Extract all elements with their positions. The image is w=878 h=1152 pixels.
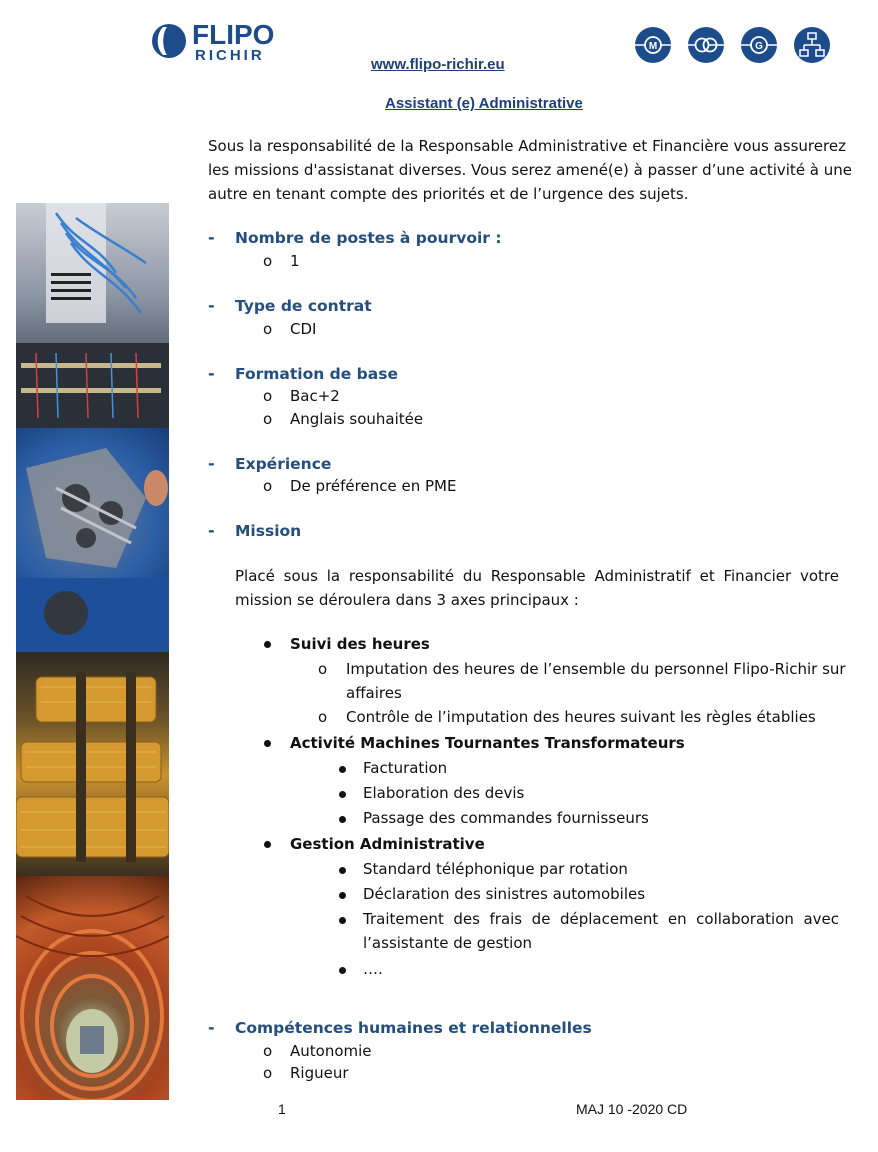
- axis-heading-suivi: Suivi des heures: [290, 635, 430, 653]
- photo-engine-part: [16, 428, 169, 652]
- formation-item: Anglais souhaitée: [290, 410, 424, 428]
- machines-item: Facturation: [363, 759, 448, 777]
- circle-bullet: o: [263, 1042, 273, 1060]
- suivi-item-1-line-2: affaires: [346, 684, 402, 702]
- bullet-dot: [264, 841, 271, 848]
- machines-item: Elaboration des devis: [363, 784, 525, 802]
- section-dash: -: [208, 364, 215, 383]
- competence-item: Autonomie: [290, 1042, 372, 1060]
- intro-paragraph: [208, 134, 853, 206]
- section-dash: -: [208, 1018, 215, 1037]
- gestion-item-1: Standard téléphonique par rotation: [363, 860, 628, 878]
- bullet-dot: [264, 740, 271, 747]
- circle-bullet: o: [318, 708, 328, 726]
- gestion-item-3-line-1: Traitement des frais de déplacement en collaboration avec: [363, 910, 839, 928]
- experience-item: De préférence en PME: [290, 477, 457, 495]
- mission-para-line-1: Placé sous la responsabilité du Responsable Administratif et Financier votre: [235, 567, 839, 585]
- motor-m-label: M: [648, 41, 658, 52]
- update-note: MAJ 10 -2020 CD: [576, 1101, 688, 1117]
- bullet-dot: [339, 766, 346, 773]
- section-dash: -: [208, 296, 215, 315]
- section-dash: -: [208, 454, 215, 473]
- generator-g-icon: [740, 26, 778, 64]
- photo-copper-coils: [16, 652, 169, 876]
- heading-mission: Mission: [235, 522, 302, 540]
- bullet-dot: [339, 892, 346, 899]
- company-logo: [150, 20, 290, 64]
- intro-line-2: les missions d'assistanat diverses. Vous serez amené(e) à passer d’une activité à une: [208, 161, 853, 179]
- machines-item: Passage des commandes fournisseurs: [363, 809, 649, 827]
- photo-strip: [16, 203, 169, 1100]
- bullet-dot: [264, 641, 271, 648]
- competence-item: Rigueur: [290, 1064, 349, 1082]
- logo-text-flipo: FLIPO: [192, 19, 275, 50]
- suivi-item-2: Contrôle de l’imputation des heures suivant les règles établies: [346, 708, 816, 726]
- contrat-value: CDI: [290, 320, 317, 338]
- heading-competences: Compétences humaines et relationnelles: [235, 1019, 592, 1037]
- formation-item: Bac+2: [290, 387, 340, 405]
- postes-value: 1: [290, 252, 300, 270]
- circle-bullet: o: [263, 410, 273, 428]
- circle-bullet: o: [263, 252, 273, 270]
- bullet-dot: [339, 967, 346, 974]
- network-icon: [793, 26, 831, 64]
- page-number: 1: [278, 1101, 286, 1117]
- circle-bullet: o: [263, 320, 273, 338]
- heading-contrat: Type de contrat: [235, 297, 372, 315]
- logo-text-richir: RICHIR: [195, 47, 265, 64]
- generator-g-label: G: [755, 41, 763, 52]
- transformer-icon: [687, 26, 725, 64]
- heading-formation: Formation de base: [235, 365, 398, 383]
- motor-m-icon: [634, 26, 672, 64]
- heading-experience: Expérience: [235, 455, 332, 473]
- section-dash: -: [208, 521, 215, 540]
- axis-heading-machines: Activité Machines Tournantes Transformateurs: [290, 734, 685, 752]
- axis-heading-gestion: Gestion Administrative: [290, 835, 485, 853]
- suivi-item-1-line-1: Imputation des heures de l’ensemble du personnel Flipo-Richir sur: [346, 660, 846, 678]
- heading-postes: Nombre de postes à pourvoir :: [235, 229, 502, 247]
- photo-electrical-cabinet: [16, 203, 169, 428]
- bullet-dot: [339, 791, 346, 798]
- gestion-item-2: Déclaration des sinistres automobiles: [363, 885, 646, 903]
- section-dash: -: [208, 228, 215, 247]
- intro-line-3: autre en tenant compte des priorités et de l’urgence des sujets.: [208, 185, 689, 203]
- gestion-item-4: ….: [363, 960, 383, 978]
- bullet-dot: [339, 917, 346, 924]
- photo-stator-winding: [16, 876, 169, 1100]
- intro-line-1: Sous la responsabilité de la Responsable Administrative et Financière vous assurerez: [208, 137, 846, 155]
- mission-para-line-2: mission se déroulera dans 3 axes principaux :: [235, 591, 579, 609]
- bullet-dot: [339, 867, 346, 874]
- job-title: Assistant (e) Administrative: [385, 95, 583, 112]
- circle-bullet: o: [263, 1064, 273, 1082]
- activity-icons: [634, 26, 831, 64]
- bullet-dot: [339, 816, 346, 823]
- website-link[interactable]: www.flipo-richir.eu: [371, 56, 505, 73]
- circle-bullet: o: [318, 660, 328, 678]
- circle-bullet: o: [263, 477, 273, 495]
- logo-mark-icon: [150, 22, 188, 60]
- circle-bullet: o: [263, 387, 273, 405]
- gestion-item-3-line-2: l’assistante de gestion: [363, 934, 533, 952]
